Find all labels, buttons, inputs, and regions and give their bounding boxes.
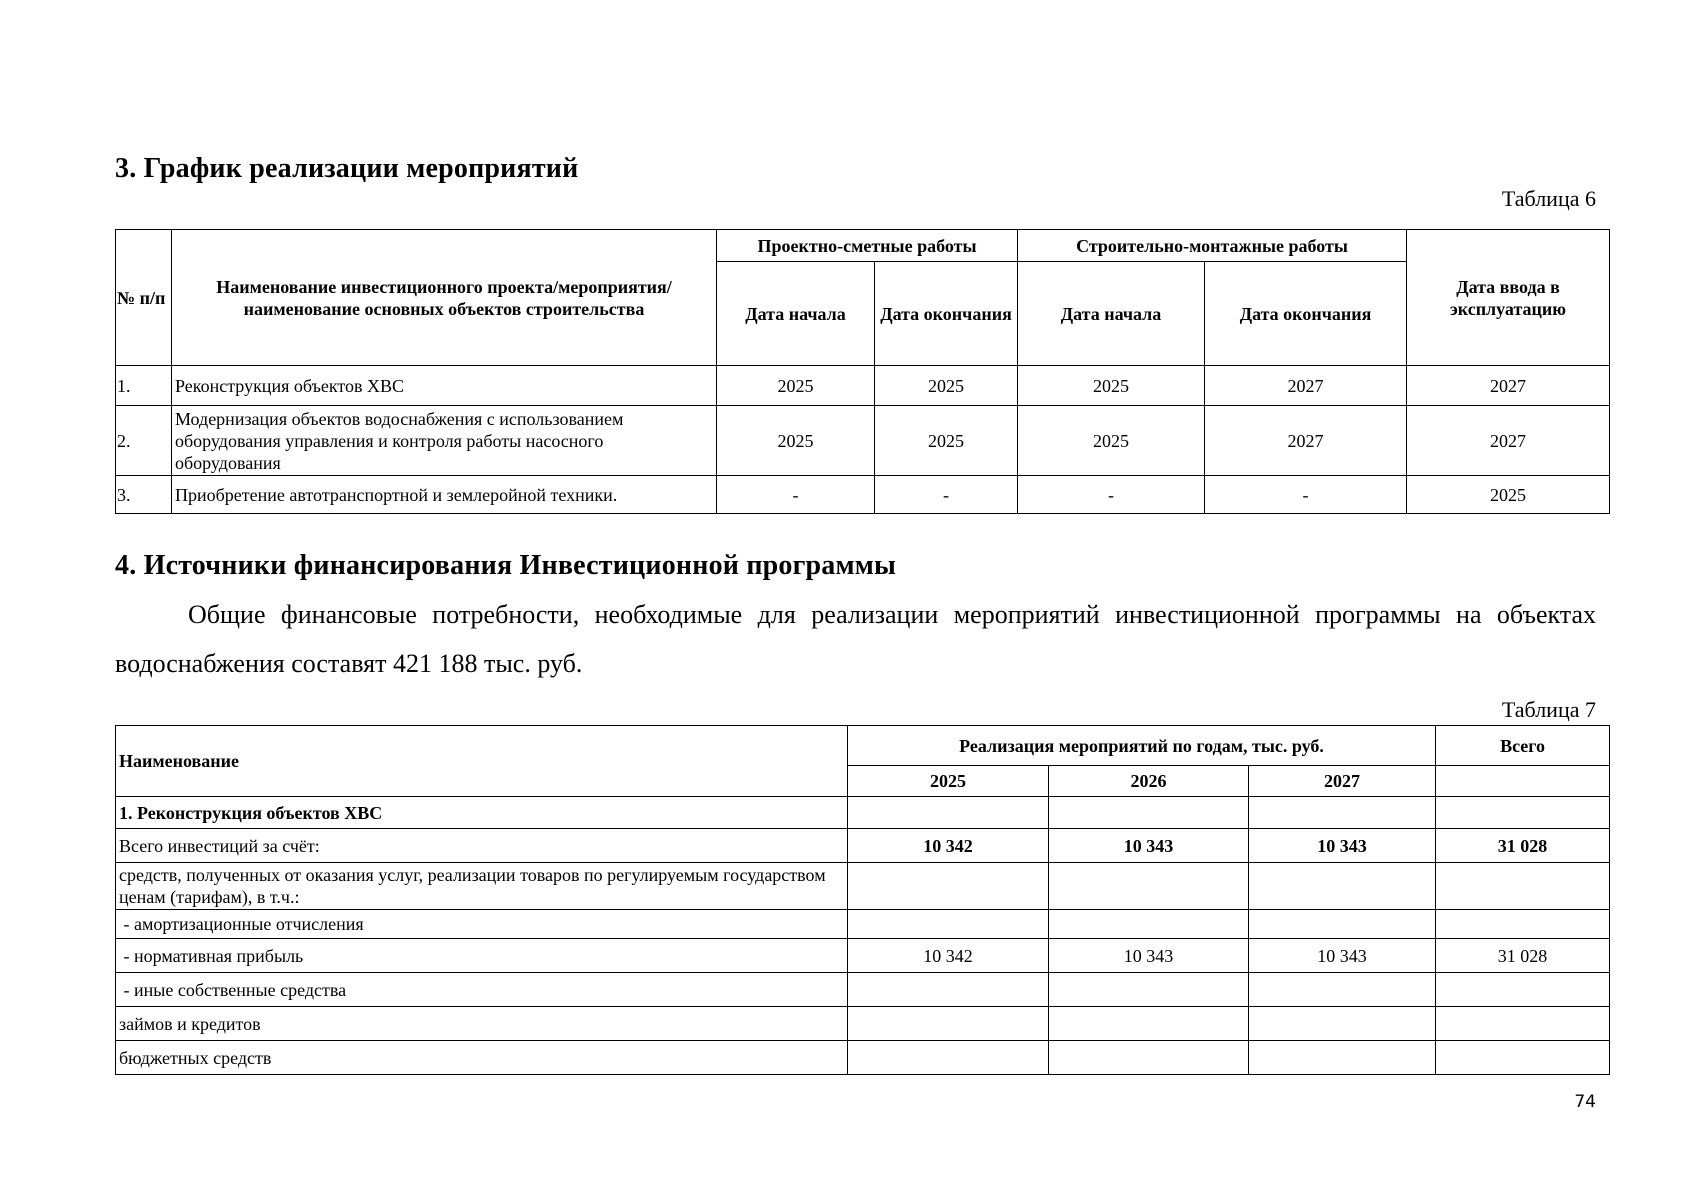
value-2025 [848, 863, 1049, 910]
row-name: Реконструкция объектов ХВС [172, 366, 717, 406]
construction-end: - [1205, 476, 1407, 514]
value-total [1436, 1041, 1610, 1075]
value-2027 [1249, 863, 1436, 910]
row-name: - иные собственные средства [116, 973, 848, 1007]
value-2025: 10 342 [848, 939, 1049, 973]
value-total [1436, 863, 1610, 910]
value-2026 [1049, 1041, 1249, 1075]
row-name: - нормативная прибыль [116, 939, 848, 973]
commission-date: 2027 [1407, 366, 1610, 406]
design-start: 2025 [717, 406, 875, 476]
row-num: 3. [116, 476, 172, 514]
construction-end: 2027 [1205, 366, 1407, 406]
design-start: - [717, 476, 875, 514]
yearly-header: Реализация мероприятий по годам, тыс. руб. [848, 726, 1436, 766]
table-7-caption: Таблица 7 [1501, 697, 1596, 722]
total-header: Всего [1436, 726, 1610, 766]
design-end: 2025 [875, 366, 1018, 406]
value-2026 [1049, 910, 1249, 939]
commission-date: 2025 [1407, 476, 1610, 514]
row-name: займов и кредитов [116, 1007, 848, 1041]
row-num: 2. [116, 406, 172, 476]
row-name: Приобретение автотранспортной и землеройной техники. [172, 476, 717, 514]
page-number: 74 [1574, 1092, 1596, 1112]
row-name: средств, полученных от оказания услуг, реализации товаров по регулируемым государством ценам (тарифам), в т.ч.: [116, 863, 848, 910]
value-total: 31 028 [1436, 939, 1610, 973]
value-total [1436, 1007, 1610, 1041]
value-2025 [848, 1041, 1049, 1075]
row-name: - амортизационные отчисления [116, 910, 848, 939]
row-name: 1. Реконструкция объектов ХВС [116, 797, 848, 829]
value-2027: 10 343 [1249, 829, 1436, 863]
table-6 [115, 229, 1610, 514]
value-2026 [1049, 1007, 1249, 1041]
value-2025 [848, 973, 1049, 1007]
design-end: 2025 [875, 406, 1018, 476]
construction-end: 2027 [1205, 406, 1407, 476]
table-row [116, 1007, 1610, 1041]
value-2027 [1249, 910, 1436, 939]
value-2026: 10 343 [1049, 939, 1249, 973]
value-total [1436, 973, 1610, 1007]
col-name-header: Наименование инвестиционного проекта/мероприятия/наименование основных объектов строительства [172, 230, 717, 366]
design-works-header: Проектно-сметные работы [717, 230, 1018, 262]
construction-start: 2025 [1018, 406, 1205, 476]
construction-start: - [1018, 476, 1205, 514]
value-2025: 10 342 [848, 829, 1049, 863]
design-end-header: Дата окончания [875, 262, 1018, 366]
col-num-header: № п/п [116, 230, 172, 366]
table-row [116, 973, 1610, 1007]
table-6-caption: Таблица 6 [1501, 186, 1596, 211]
year-2027-header: 2027 [1249, 766, 1436, 797]
value-2027 [1249, 1041, 1436, 1075]
value-2025 [848, 910, 1049, 939]
table-row [116, 863, 1610, 910]
value-2027 [1249, 1007, 1436, 1041]
total-subheader-empty [1436, 766, 1610, 797]
commission-date-header: Дата ввода в эксплуатацию [1407, 230, 1610, 366]
value-2026: 10 343 [1049, 829, 1249, 863]
construction-start: 2025 [1018, 366, 1205, 406]
construction-start-header: Дата начала [1018, 262, 1205, 366]
commission-date: 2027 [1407, 406, 1610, 476]
table-row [116, 797, 1610, 829]
design-start: 2025 [717, 366, 875, 406]
value-2026 [1049, 797, 1249, 829]
table-7 [115, 725, 1610, 1075]
value-2025 [848, 797, 1049, 829]
table-row [116, 1041, 1610, 1075]
table-row [116, 910, 1610, 939]
value-2026 [1049, 863, 1249, 910]
table-row [116, 829, 1610, 863]
construction-works-header: Строительно-монтажные работы [1018, 230, 1407, 262]
row-num: 1. [116, 366, 172, 406]
value-total [1436, 910, 1610, 939]
financing-paragraph [115, 590, 1596, 688]
construction-end-header: Дата окончания [1205, 262, 1407, 366]
row-name: бюджетных средств [116, 1041, 848, 1075]
row-name: Модернизация объектов водоснабжения с использованием оборудования управления и контроля работы насосного оборудования [172, 406, 717, 476]
section-4-title: 4. Источники финансирования Инвестиционной программы [115, 550, 897, 581]
financing-paragraph-text: Общие финансовые потребности, необходимые для реализации мероприятий инвестиционной программы на объектах водоснабжения составят 421 188 тыс. руб. [115, 600, 1596, 678]
table-row [116, 366, 1610, 406]
row-name: Всего инвестиций за счёт: [116, 829, 848, 863]
design-start-header: Дата начала [717, 262, 875, 366]
value-total [1436, 797, 1610, 829]
value-total: 31 028 [1436, 829, 1610, 863]
year-2025-header: 2025 [848, 766, 1049, 797]
design-end: - [875, 476, 1018, 514]
section-3-title: 3. График реализации мероприятий [115, 153, 579, 184]
name-header: Наименование [116, 726, 848, 797]
value-2027 [1249, 973, 1436, 1007]
value-2027 [1249, 797, 1436, 829]
table-row [116, 939, 1610, 973]
table-row [116, 476, 1610, 514]
table-row [116, 406, 1610, 476]
value-2026 [1049, 973, 1249, 1007]
value-2025 [848, 1007, 1049, 1041]
year-2026-header: 2026 [1049, 766, 1249, 797]
value-2027: 10 343 [1249, 939, 1436, 973]
